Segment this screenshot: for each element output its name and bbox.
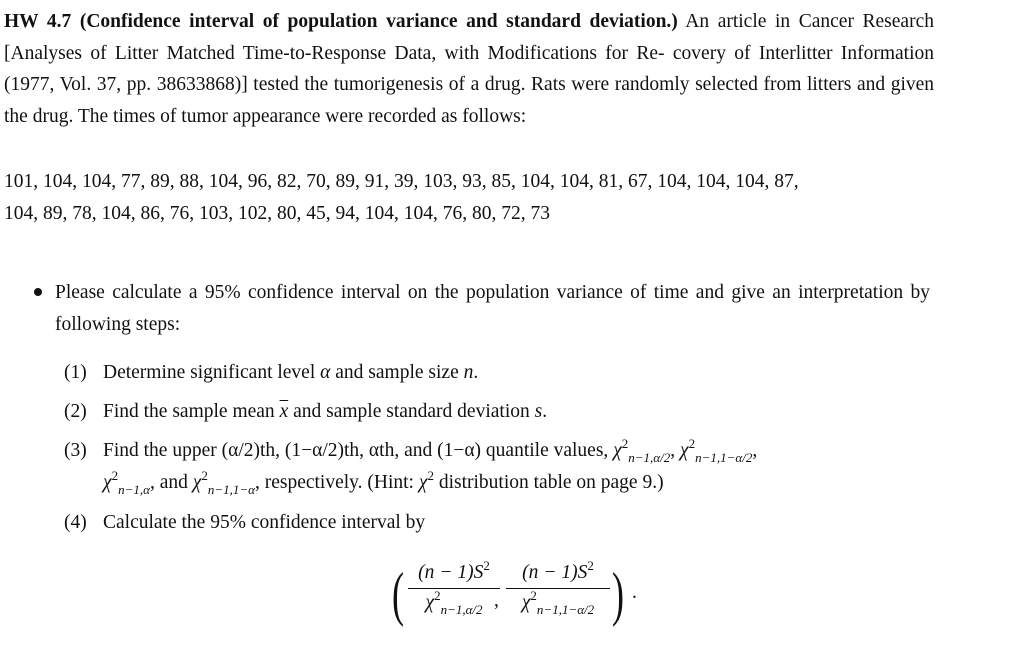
chi-symbol: χ — [425, 592, 435, 613]
superscript: 2 — [621, 436, 629, 451]
step-text: Determine significant level — [103, 362, 321, 383]
step-2 — [64, 396, 944, 427]
step-text: and sample size — [330, 362, 464, 383]
step-4 — [64, 507, 944, 538]
subscript: n−1,1−α/2 — [536, 602, 595, 617]
step-3: (3) Find the upper (α/2)th, (1−α/2)th, αth, and (1−α) quantile values, $\chi^2_{n-1,\alpha/2}$, $\chi^2_{n-1,1-\alpha/2}$, $\chi^2_{n-1,\alpha}$, and $\chi^2_{n-1,1-\alpha}$, respectively. (Hint: $\chi^2$ distribution table on page 9.) — [64, 436, 758, 497]
step-text: Find the upper (α/2)th, (1−α/2)th, αth, and (1−α) quantile values, — [103, 440, 614, 461]
chi-symbol: χ — [521, 592, 531, 613]
step-text: Find the sample mean — [103, 401, 280, 422]
steps-list — [64, 357, 944, 546]
intro-line-3: covery of Interlitter Information (1977, Vol. 37, pp. 38633868)] tested the tumorigenesis of a drug. — [4, 42, 935, 96]
problem-intro — [4, 6, 934, 133]
step-text: . — [473, 362, 479, 383]
step-number: (1) — [64, 362, 87, 383]
fraction-numerator — [408, 558, 500, 589]
subscript: n−1,α/2 — [628, 450, 671, 465]
subscript: n−1,α — [118, 482, 150, 497]
superscript: 2 — [688, 436, 696, 451]
chi-symbol: χ — [192, 472, 202, 493]
subscript: n−1,α/2 — [440, 602, 483, 617]
chi-symbol: χ — [103, 472, 112, 493]
step-number: (4) — [64, 512, 87, 533]
alpha-symbol: α — [320, 362, 331, 383]
step-text: and sample standard deviation — [288, 401, 535, 422]
intro-line-2: in Cancer Research [Analyses of Litter Matched Time-to-Response Data, with Modifications for Re- — [4, 11, 934, 64]
n-symbol: n — [463, 362, 474, 383]
superscript: 2 — [587, 558, 594, 573]
formula-comma: , — [494, 590, 499, 611]
subscript: n−1,1−α/2 — [695, 450, 753, 465]
fraction-right — [506, 558, 610, 617]
step-text: . — [542, 401, 548, 422]
x-bar-symbol: $\overline{x}$ — [279, 401, 289, 422]
chi-symbol: χ — [680, 440, 689, 461]
formula-period: . — [632, 582, 637, 603]
step-text: Calculate the 95% confidence interval by — [103, 512, 426, 533]
data-line-1: 101, 104, 104, 77, 89, 88, 104, 96, 82, 70, 89, 91, 39, 103, 93, 85, 104, 104, 81, 67, 104, 104, 104, 87, — [4, 171, 799, 192]
intro-line-4: Rats were randomly selected from litters and given the drug. The times of tumor appearance were — [4, 74, 935, 128]
numerator-text: (n − 1)S — [418, 562, 484, 583]
bullet-item — [30, 277, 930, 340]
step-text: , respectively. (Hint: — [254, 472, 419, 493]
confidence-interval-formula — [391, 558, 656, 634]
step-number: (3) — [64, 440, 87, 461]
step-text: and — [154, 472, 193, 493]
problem-title: HW 4.7 (Confidence interval of population variance and standard deviation.) — [4, 11, 678, 32]
fraction-denominator — [408, 589, 500, 615]
superscript: 2 — [530, 588, 537, 603]
numerator-text: (n − 1)S — [522, 562, 588, 583]
bullet-dot-icon — [34, 288, 42, 296]
bullet-text: Please calculate a 95% confidence interval on the population variance of time and give an interpretation by following steps: — [55, 282, 930, 335]
chi-symbol: χ — [418, 472, 428, 493]
fraction-denominator — [506, 589, 610, 615]
s-symbol: s — [534, 401, 543, 422]
superscript: 2 — [434, 588, 441, 603]
data-line-2: 104, 89, 78, 104, 86, 76, 103, 102, 80, 45, 94, 104, 104, 76, 80, 72, 73 — [4, 202, 550, 224]
fraction-left — [408, 558, 500, 617]
superscript: 2 — [483, 558, 490, 573]
right-paren: ) — [611, 561, 624, 627]
data-values — [4, 166, 934, 229]
left-paren: ( — [391, 561, 404, 627]
subscript: n−1,1−α — [207, 482, 255, 497]
step-text: distribution table on page 9.) — [433, 472, 664, 493]
superscript: 2 — [201, 468, 208, 483]
step-number: (2) — [64, 401, 87, 422]
intro-line-1: An article — [685, 11, 767, 32]
superscript: 2 — [427, 468, 434, 483]
step-1 — [64, 357, 944, 388]
chi-symbol: χ — [613, 440, 622, 461]
superscript: 2 — [111, 468, 119, 483]
intro-line-5: recorded as follows: — [368, 106, 527, 128]
fraction-numerator — [506, 558, 610, 589]
